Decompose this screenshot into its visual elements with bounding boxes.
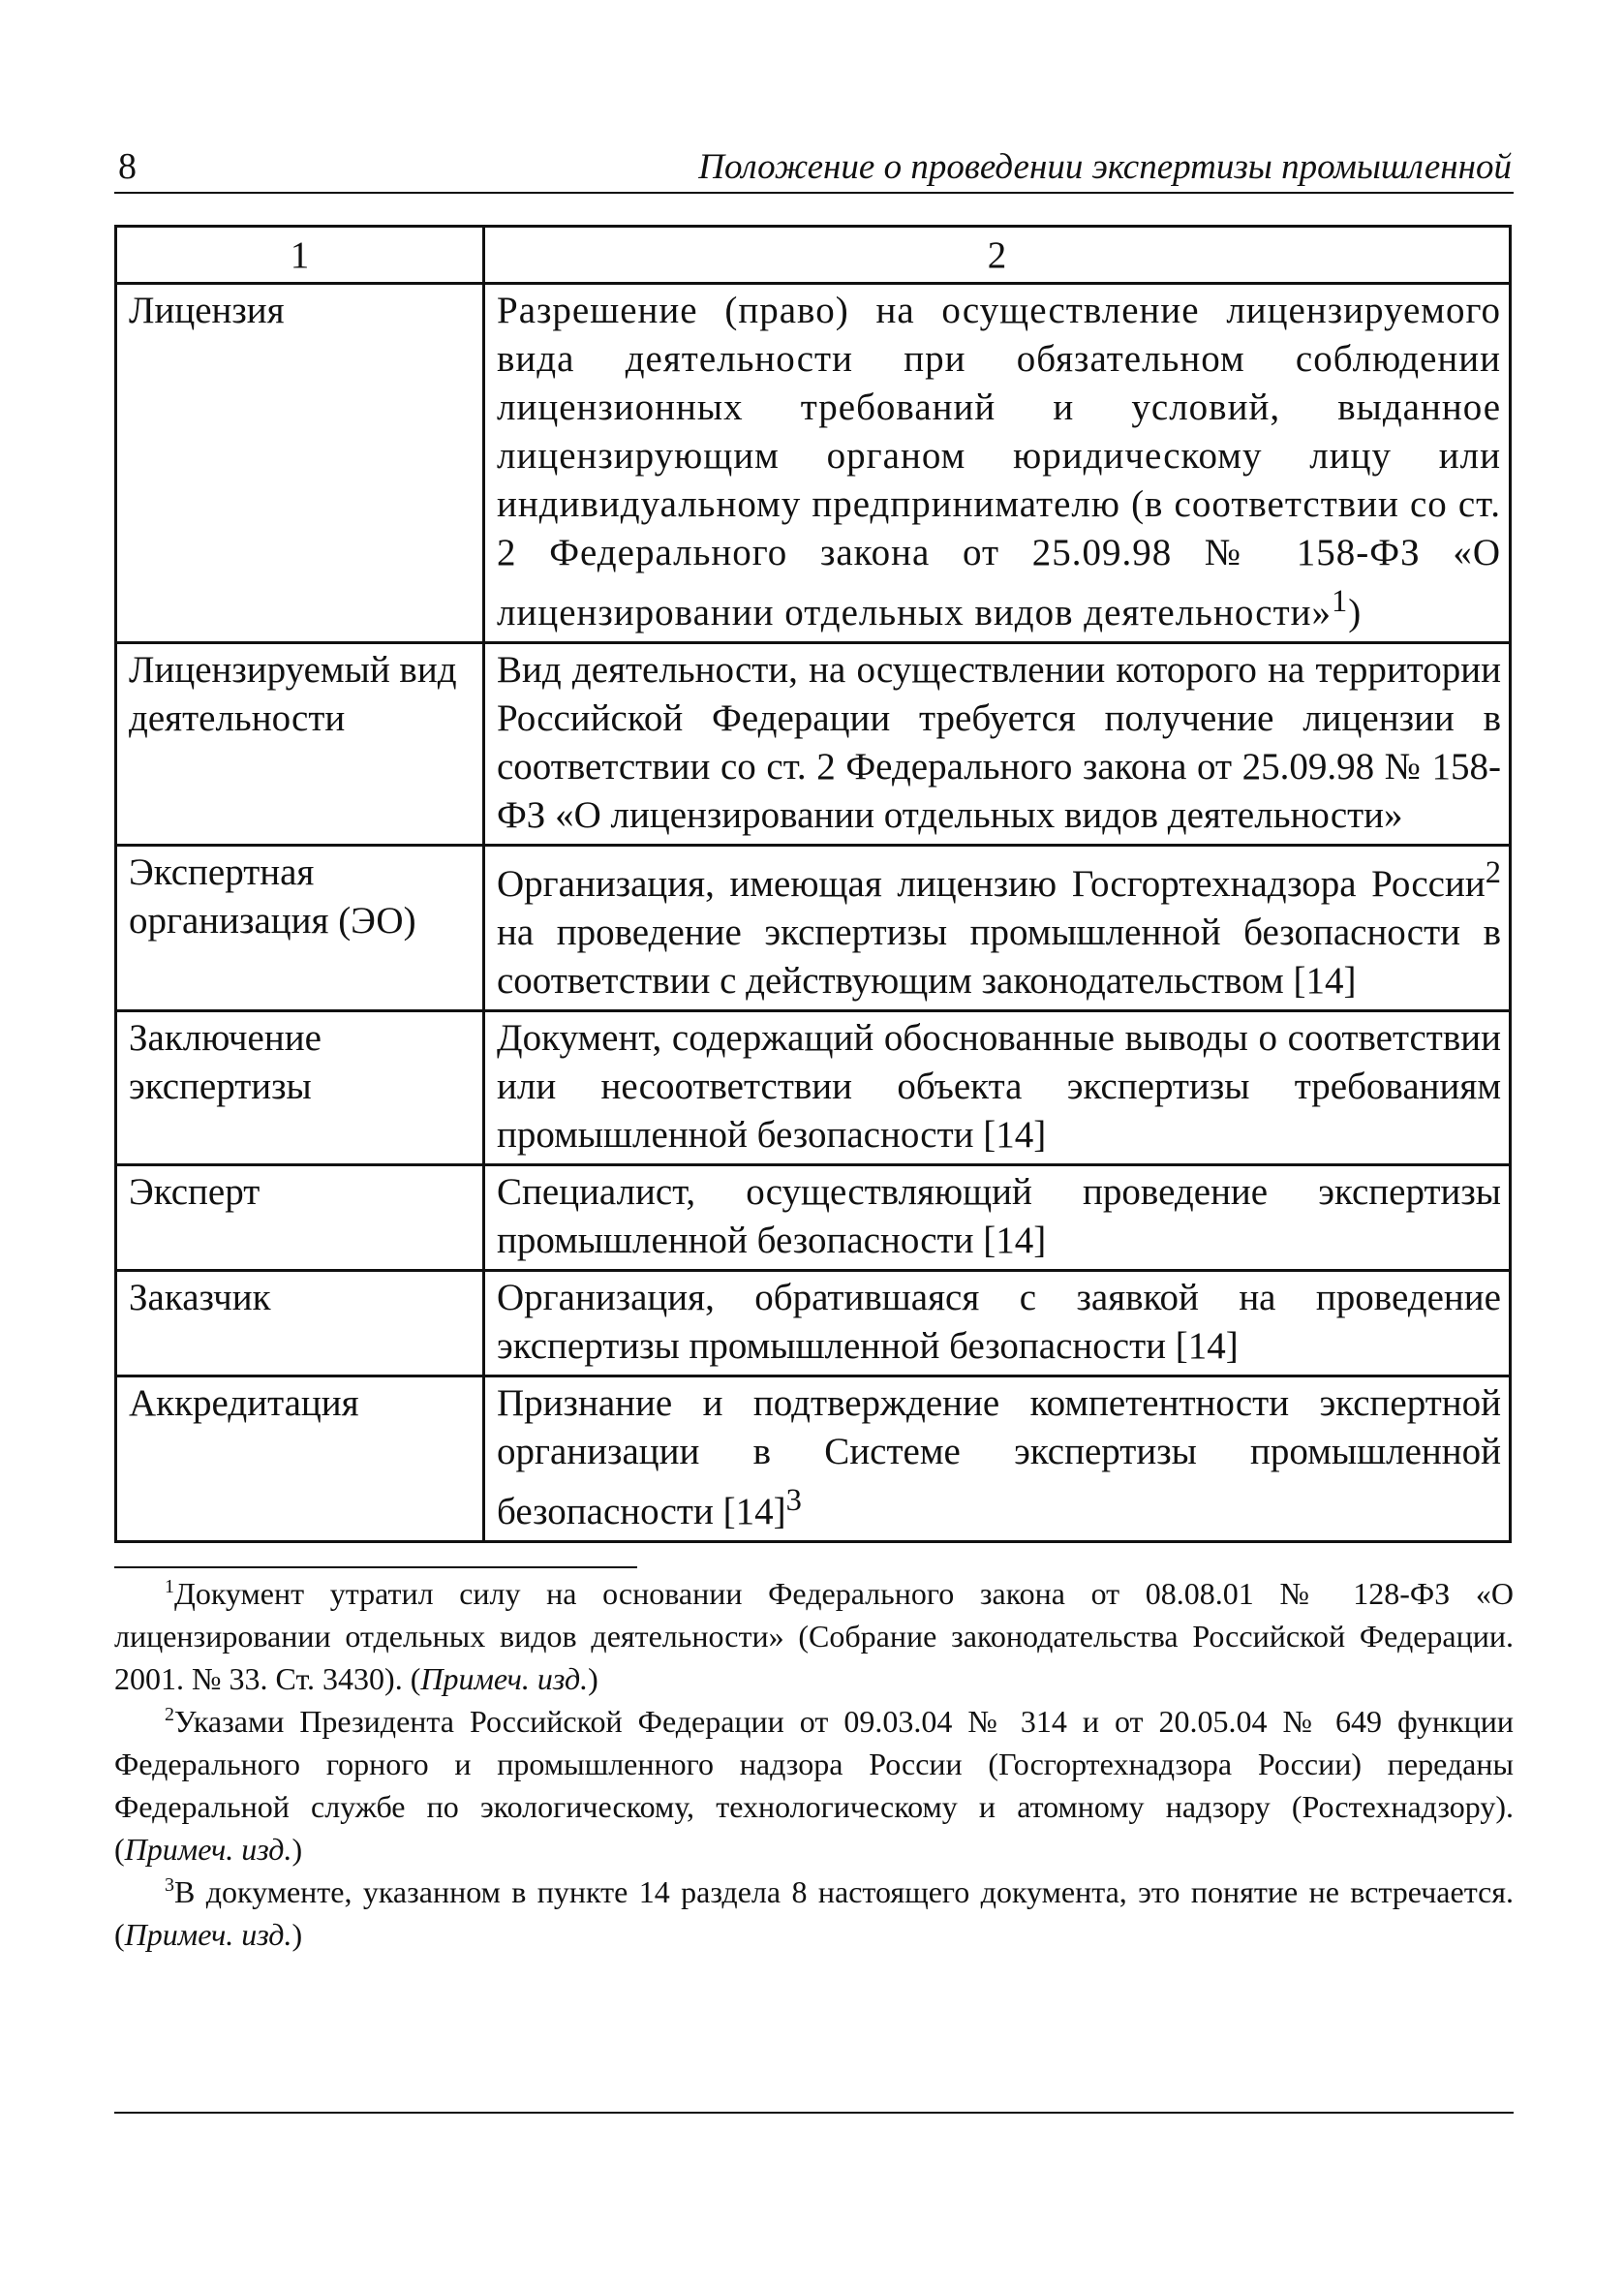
footnote-mark: 3 xyxy=(165,1874,174,1896)
definition-text: на проведение экспертизы промышленной безопасности в соответствии с действующим законодательством [14] xyxy=(497,912,1501,1002)
book-page xyxy=(114,145,1514,1956)
footnote-ref: 2 xyxy=(1485,855,1501,890)
definition-cell xyxy=(484,284,1511,643)
editor-note: Примеч. изд. xyxy=(124,1917,292,1952)
term-cell: Аккредитация xyxy=(116,1376,484,1542)
term-cell: Эксперт xyxy=(116,1165,484,1271)
table-row xyxy=(116,846,1511,1011)
definition-cell: Организация, обратившаяся с заявкой на проведение экспертизы промышленной безопасности [14] xyxy=(484,1271,1511,1376)
bottom-rule xyxy=(114,2112,1514,2114)
footnote-mark: 1 xyxy=(165,1576,174,1597)
term-cell: Лицензия xyxy=(116,284,484,643)
table-row xyxy=(116,1165,1511,1271)
table-row xyxy=(116,1011,1511,1165)
definition-text: Организация, имеющая лицензию Госгортехнадзора России xyxy=(497,863,1486,905)
footnote xyxy=(114,1700,1514,1871)
table-row xyxy=(116,643,1511,846)
definition-cell: Вид деятельности, на осуществлении которого на территории Российской Федерации требуется получение лицензии в соответствии со ст. 2 Федерального закона от 25.09.98 № 158-ФЗ «О лицензировании отдельных видов деятельности» xyxy=(484,643,1511,846)
footnote xyxy=(114,1572,1514,1700)
table-row xyxy=(116,1271,1511,1376)
footnote-close: ) xyxy=(588,1661,598,1696)
term-cell: Экспертная организация (ЭО) xyxy=(116,846,484,1011)
table-header-row xyxy=(116,227,1511,284)
definition-cell xyxy=(484,1376,1511,1542)
footnote-separator xyxy=(114,1566,637,1568)
footnote xyxy=(114,1871,1514,1956)
definition-cell: Документ, содержащий обоснованные выводы о соответствии или несоответствии объекта экспертизы требованиям промышленной безопасности [14] xyxy=(484,1011,1511,1165)
footnote-ref: 3 xyxy=(785,1483,802,1518)
editor-note: Примеч. изд. xyxy=(420,1661,589,1696)
page-header xyxy=(114,145,1514,194)
footnote-ref: 1 xyxy=(1332,584,1349,619)
term-cell: Заказчик xyxy=(116,1271,484,1376)
column-header-1: 1 xyxy=(116,227,484,284)
footnote-text: Указами Президента Российской Федерации от 09.03.04 № 314 и от 20.05.04 № 649 функции Федерального горного и промышленного надзора России (Госгортехнадзора России) переданы Федеральной службе по экологическому, технологическому и атомному надзору (Ростехнадзору). ( xyxy=(114,1704,1514,1867)
term-cell: Лицензируемый вид деятельности xyxy=(116,643,484,846)
footnote-close: ) xyxy=(291,1917,303,1952)
footnote-text: Документ утратил силу на основании Федерального закона от 08.08.01 № 128-ФЗ «О лицензировании отдельных видов деятельности» (Собрание законодательства Российской Федерации. 2001. № 33. Ст. 3430). ( xyxy=(114,1576,1514,1696)
column-header-2: 2 xyxy=(484,227,1511,284)
editor-note: Примеч. изд. xyxy=(124,1832,292,1867)
running-title: Положение о проведении экспертизы промышленной xyxy=(698,147,1512,187)
footnote-text: В документе, указанном в пункте 14 раздела 8 настоящего документа, это понятие не встречается. ( xyxy=(114,1874,1514,1952)
terms-table xyxy=(114,225,1512,1543)
definition-text: Признание и подтверждение компетентности экспертной организации в Системе экспертизы промышленной безопасности [14] xyxy=(497,1382,1501,1532)
definition-cell xyxy=(484,846,1511,1011)
page-number: 8 xyxy=(118,146,137,187)
footnotes xyxy=(114,1572,1514,1956)
table-row xyxy=(116,1376,1511,1542)
footnote-close: ) xyxy=(291,1832,303,1867)
term-cell: Заключение экспертизы xyxy=(116,1011,484,1165)
definition-tail: ) xyxy=(1348,592,1363,634)
definition-cell: Специалист, осуществляющий проведение экспертизы промышленной безопасности [14] xyxy=(484,1165,1511,1271)
definition-text: Разрешение (право) на осуществление лицензируемого вида деятельности при обязательном соблюдении лицензионных требований и условий, выданное лицензирующим органом юридическому лицу или индивидуальному предпринимателю (в соответствии со ст. 2 Федерального закона от 25.09.98 № 158-ФЗ «О лицензировании отдельных видов деятельности» xyxy=(497,290,1501,634)
footnote-mark: 2 xyxy=(165,1704,174,1725)
table-row xyxy=(116,284,1511,643)
